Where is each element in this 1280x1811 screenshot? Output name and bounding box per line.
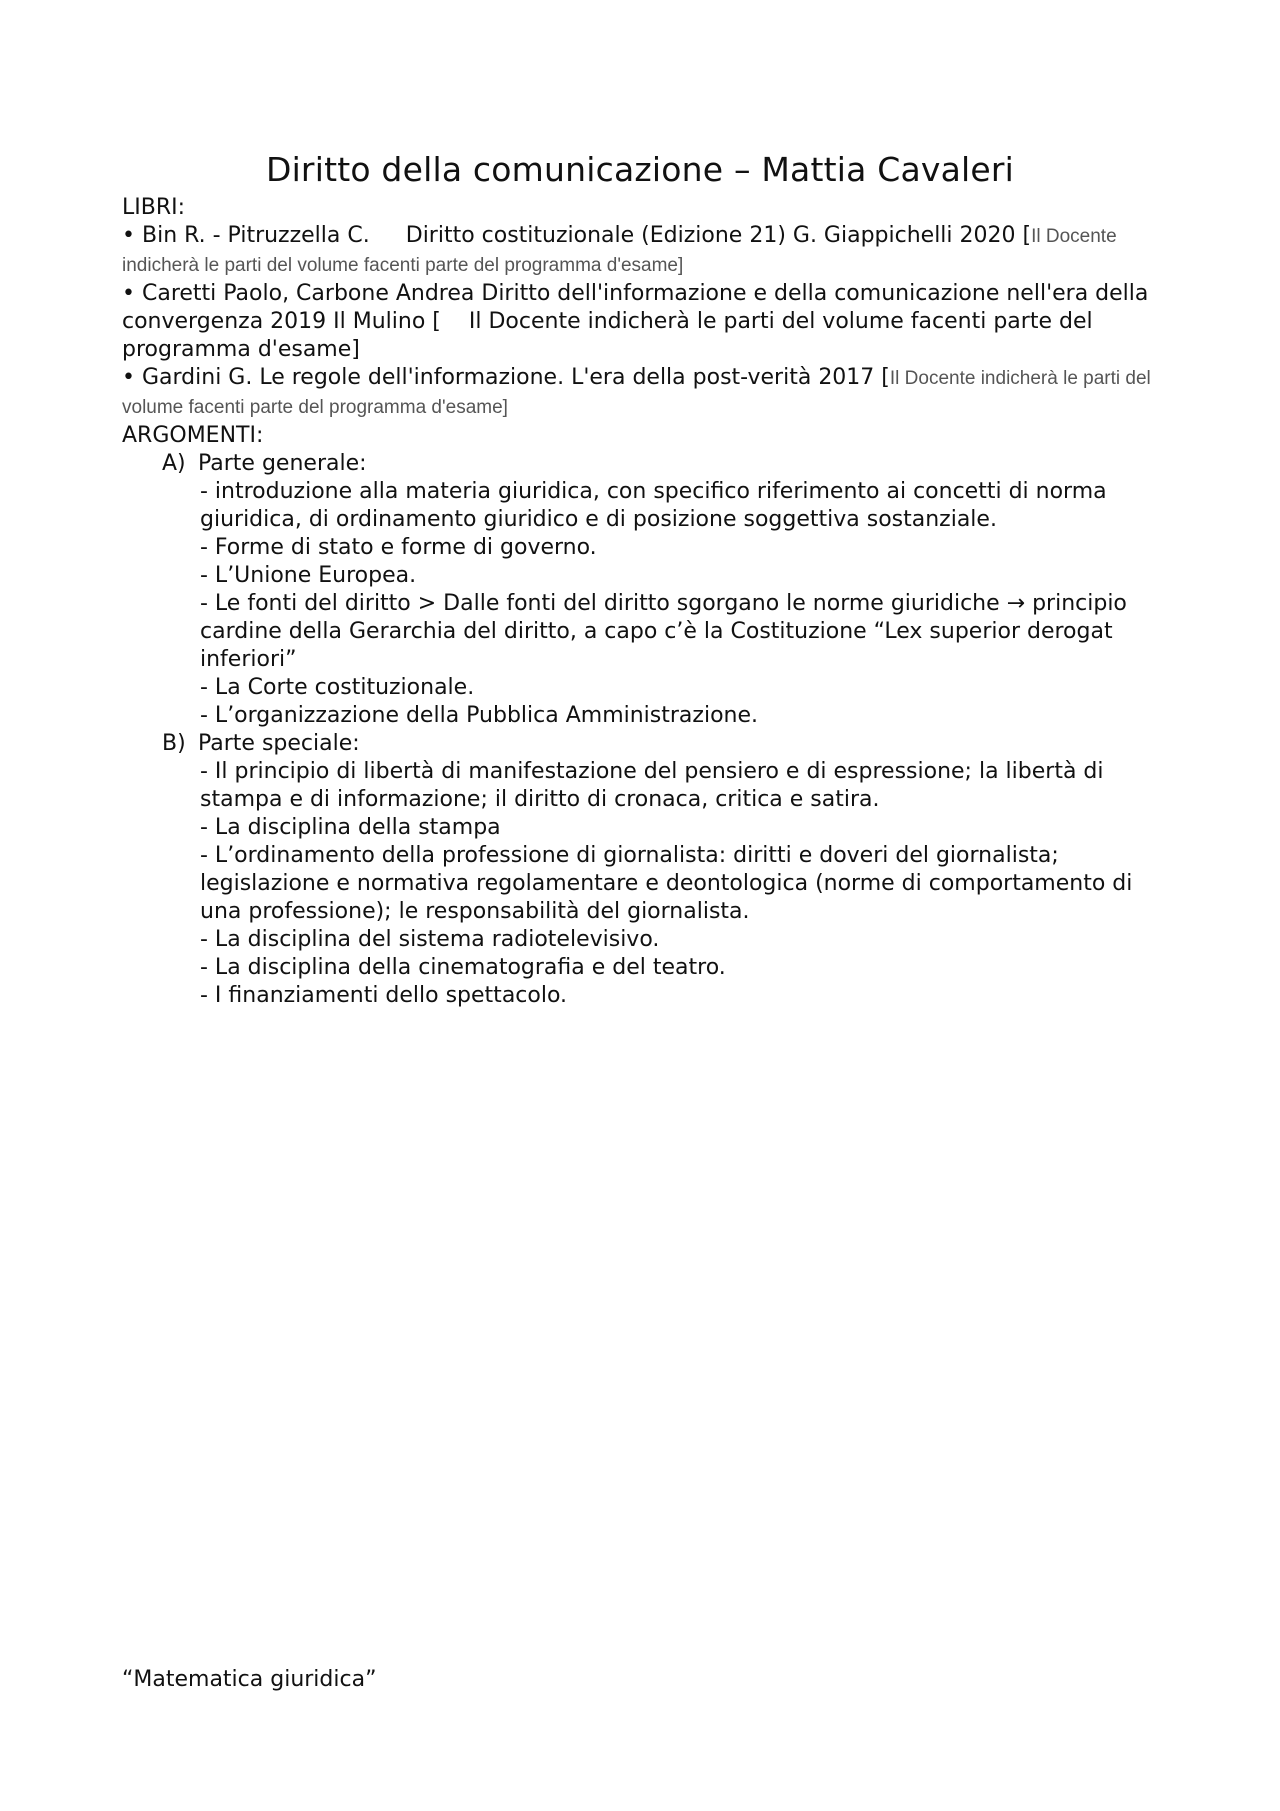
book-note: Il Docente indicherà le parti del volume facenti parte del programma d'esame] <box>122 309 1093 362</box>
list-item: - L’Unione Europea. <box>200 563 417 588</box>
argomenti-label: ARGOMENTI: <box>122 423 264 448</box>
footer-note: “Matematica giuridica” <box>122 1667 377 1692</box>
list-item: - L’organizzazione della Pubblica Amministrazione. <box>200 703 759 728</box>
section-marker: B) <box>162 731 186 756</box>
bullet: • <box>122 223 135 248</box>
book-title: Gardini G. Le regole dell'informazione. L'era della post-verità 2017 [ <box>141 365 890 390</box>
book-item-3 <box>122 364 1168 422</box>
book-title: Caretti Paolo, Carbone Andrea Diritto dell'informazione e della comunicazione nell'era della convergenza 2019 Il Mulino [ <box>122 281 1149 334</box>
list-item: - La disciplina della cinematografia e del teatro. <box>200 955 726 980</box>
book-authors: Bin R. - Pitruzzella C. <box>141 223 370 248</box>
list-item: - Il principio di libertà di manifestazione del pensiero e di espressione; la libertà di stampa e di informazione; il diritto di cronaca, critica e satira. <box>200 759 1104 812</box>
section-b <box>122 730 1168 1010</box>
book-title: Diritto costituzionale (Edizione 21) G. Giappichelli 2020 [ <box>405 223 1032 248</box>
section-heading: A) Parte generale: <box>162 451 367 476</box>
list-item: - La disciplina della stampa <box>200 815 501 840</box>
section-marker: A) <box>162 451 186 476</box>
list-item: - I finanziamenti dello spettacolo. <box>200 983 568 1008</box>
document-body <box>122 194 1168 1010</box>
book-note: Il Docente indicherà le parti del volume facenti parte del programma d'esame] <box>122 226 1117 276</box>
bullet: • <box>122 365 135 390</box>
list-item: - La disciplina del sistema radiotelevisivo. <box>200 927 660 952</box>
book-note: Il Docente indicherà le parti del volume facenti parte del programma d'esame] <box>122 368 1151 418</box>
book-item-2 <box>122 280 1168 364</box>
section-heading: B) Parte speciale: <box>162 731 360 756</box>
libri-label: LIBRI: <box>122 195 186 220</box>
section-a <box>122 450 1168 730</box>
list-item: - Forme di stato e forme di governo. <box>200 535 597 560</box>
book-item-1 <box>122 222 1168 280</box>
list-item: - L’ordinamento della professione di giornalista: diritti e doveri del giornalista; legislazione e normativa regolamentare e deontologica (norme di comportamento di una professione); le responsabilità del giornalista. <box>200 843 1133 924</box>
list-item: - introduzione alla materia giuridica, con specifico riferimento ai concetti di norma giuridica, di ordinamento giuridico e di posizione soggettiva sostanziale. <box>200 479 1107 532</box>
list-item: - La Corte costituzionale. <box>200 675 475 700</box>
bullet: • <box>122 281 135 306</box>
page-title: Diritto della comunicazione – Mattia Cavaleri <box>265 150 1015 189</box>
list-item: - Le fonti del diritto > Dalle fonti del diritto sgorgano le norme giuridiche → principio cardine della Gerarchia del diritto, a capo c’è la Costituzione “Lex superior derogat inferiori” <box>200 591 1127 672</box>
